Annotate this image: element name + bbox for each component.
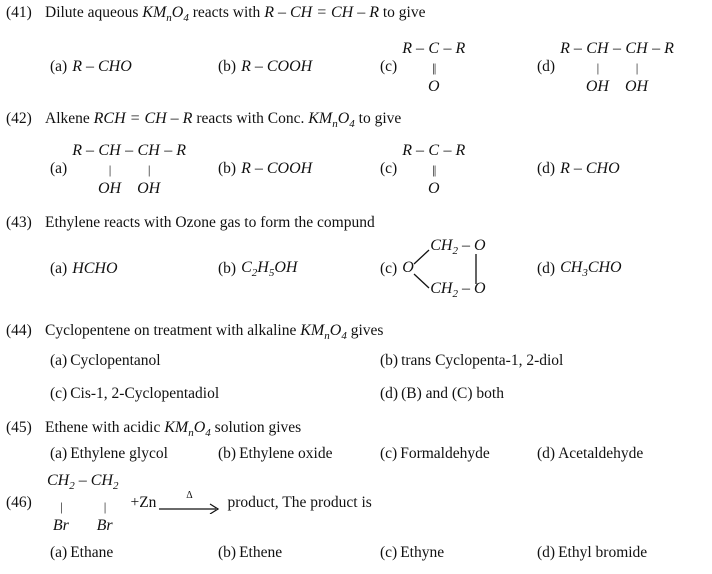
single-bond-icon: | bbox=[60, 498, 62, 514]
alkene-formula: RCH = CH – R bbox=[93, 110, 193, 128]
option-a bbox=[50, 260, 218, 278]
option-label: (a) bbox=[50, 445, 68, 463]
ketone-structure bbox=[402, 39, 465, 96]
single-bond-icon: | bbox=[147, 161, 150, 177]
double-bond-icon: || bbox=[432, 59, 436, 75]
structure-text: CH bbox=[98, 141, 121, 159]
kmno4-o: O bbox=[193, 419, 206, 437]
question-stem bbox=[45, 4, 425, 24]
option-label: (a) bbox=[50, 260, 68, 278]
question-number: (43) bbox=[6, 214, 32, 232]
formula-part: OH bbox=[274, 259, 298, 277]
structure-text: – R bbox=[439, 141, 466, 159]
reaction-result-text: product, The product is bbox=[227, 493, 372, 511]
formula-part: CH bbox=[430, 280, 453, 298]
structure-text: Br bbox=[96, 516, 113, 534]
option-formula: R – CHO bbox=[560, 160, 620, 178]
question-43 bbox=[0, 214, 712, 232]
option-label: (b) bbox=[218, 543, 237, 561]
option-label: (d) bbox=[537, 160, 556, 178]
single-bond-icon: | bbox=[635, 59, 638, 75]
option-c bbox=[380, 39, 537, 96]
structure-text: C bbox=[428, 39, 440, 57]
question-44 bbox=[0, 322, 712, 342]
option-b bbox=[380, 352, 712, 370]
option-b bbox=[218, 58, 380, 76]
option-text: Ethyl bromide bbox=[558, 543, 648, 561]
formula-subscript: 2 bbox=[112, 480, 119, 493]
structure-text: CH bbox=[625, 39, 648, 57]
option-d bbox=[537, 39, 712, 96]
kmno4-sub-n: n bbox=[332, 118, 338, 131]
option-c bbox=[50, 385, 380, 403]
question-number: (44) bbox=[6, 322, 32, 340]
option-label: (c) bbox=[380, 445, 398, 463]
ring-bottom-text bbox=[430, 280, 485, 300]
formula-part: H bbox=[257, 259, 269, 277]
kmno4-formula: KM bbox=[164, 419, 189, 437]
option-formula: R – COOH bbox=[241, 58, 313, 76]
option-formula bbox=[560, 259, 622, 279]
option-text: Acetaldehyde bbox=[558, 445, 644, 463]
option-label: (d) bbox=[537, 58, 556, 76]
structure-column bbox=[428, 141, 440, 198]
option-d bbox=[537, 445, 712, 463]
structure-column bbox=[98, 141, 121, 198]
structure-text: – R bbox=[439, 39, 466, 57]
option-c bbox=[380, 239, 537, 299]
option-formula bbox=[241, 259, 297, 279]
stem-text: Alkene bbox=[45, 110, 94, 128]
question-stem bbox=[45, 419, 301, 439]
option-c bbox=[380, 445, 537, 463]
single-bond-icon: | bbox=[596, 59, 599, 75]
structure-text: – R bbox=[160, 141, 186, 159]
ring-top-text bbox=[430, 237, 485, 257]
option-b bbox=[218, 544, 380, 562]
question-number: (42) bbox=[6, 110, 32, 128]
option-label: (c) bbox=[380, 160, 398, 178]
option-a bbox=[50, 58, 218, 76]
option-label: (b) bbox=[218, 260, 237, 278]
structure-text: R – bbox=[402, 39, 428, 57]
option-label: (a) bbox=[50, 352, 68, 370]
question-45 bbox=[0, 419, 712, 439]
option-label: (c) bbox=[380, 58, 398, 76]
structure-column bbox=[91, 471, 119, 534]
option-c bbox=[380, 141, 537, 198]
option-label: (d) bbox=[537, 543, 556, 561]
option-b bbox=[218, 160, 380, 178]
question-46 bbox=[0, 471, 712, 534]
option-d bbox=[537, 544, 712, 562]
question-stem bbox=[45, 110, 401, 130]
structure-text: CH bbox=[586, 39, 609, 57]
kmno4-o: O bbox=[329, 322, 342, 340]
diol-structure bbox=[560, 39, 674, 96]
structure-text: OH bbox=[624, 77, 649, 95]
structure-column bbox=[47, 471, 75, 534]
stem-text: Ethylene reacts with Ozone gas to form the compund bbox=[45, 214, 375, 232]
delta-symbol: Δ bbox=[186, 490, 193, 502]
formula-subscript: 2 bbox=[251, 267, 258, 280]
single-bond-icon: | bbox=[108, 161, 111, 177]
option-c bbox=[380, 544, 537, 562]
option-a bbox=[50, 352, 380, 370]
formula-subscript: 2 bbox=[452, 245, 458, 258]
structure-text: O bbox=[427, 179, 440, 197]
single-bond-icon: | bbox=[103, 498, 106, 514]
structure-text: – bbox=[121, 141, 138, 159]
structure-text: – R bbox=[648, 39, 674, 57]
reaction-arrow bbox=[159, 491, 219, 514]
alkene-formula: R – CH = CH – R bbox=[264, 4, 379, 21]
question-41 bbox=[0, 0, 712, 24]
option-text: Ethylene glycol bbox=[70, 445, 168, 463]
kmno4-formula: KM bbox=[142, 4, 167, 21]
option-label: (b) bbox=[218, 160, 237, 178]
double-bond-icon: || bbox=[432, 161, 436, 177]
option-label: (b) bbox=[380, 352, 399, 370]
kmno4-o: O bbox=[171, 4, 184, 21]
structure-text: OH bbox=[137, 179, 161, 197]
stem-text: reacts with bbox=[188, 4, 265, 21]
option-label: (b) bbox=[218, 445, 237, 463]
option-text: trans Cyclopenta-1, 2-diol bbox=[401, 352, 564, 370]
stem-text: reacts with Conc. bbox=[192, 110, 309, 128]
structure-text: OH bbox=[585, 77, 609, 95]
kmno4-o: O bbox=[337, 110, 350, 128]
question-number: (41) bbox=[6, 4, 32, 21]
question-41-options bbox=[50, 38, 712, 96]
question-44-options bbox=[50, 352, 712, 403]
option-label: (a) bbox=[50, 58, 68, 76]
kmno4-formula: KM bbox=[308, 110, 333, 128]
structure-text: Br bbox=[52, 516, 69, 534]
option-label: (d) bbox=[537, 260, 556, 278]
structure-column bbox=[586, 39, 609, 96]
structure-text: R – bbox=[560, 39, 586, 57]
stem-text: to give bbox=[378, 4, 426, 21]
formula-part: C bbox=[241, 259, 252, 277]
formula-part: CH bbox=[430, 237, 453, 255]
formula-part: CH bbox=[560, 259, 583, 277]
structure-text: O bbox=[427, 77, 440, 95]
kmno4-sub-n: n bbox=[166, 12, 172, 25]
option-text: (B) and (C) both bbox=[401, 385, 504, 403]
stem-text: gives bbox=[346, 322, 384, 340]
structure-text bbox=[47, 471, 75, 496]
kmno4-sub-4: 4 bbox=[205, 427, 211, 440]
ketone-structure bbox=[402, 141, 465, 198]
structure-text: C bbox=[428, 141, 440, 159]
right-arrow-icon bbox=[159, 501, 219, 514]
kmno4-sub-4: 4 bbox=[341, 330, 347, 343]
option-text: Ethyne bbox=[400, 543, 445, 561]
formula-part: – O bbox=[457, 237, 486, 255]
option-label: (c) bbox=[50, 385, 68, 403]
option-label: (a) bbox=[50, 543, 68, 561]
dibromoethane-structure bbox=[47, 471, 118, 534]
structure-text: CH bbox=[137, 141, 160, 159]
stem-text: Cyclopentene on treatment with alkaline bbox=[45, 322, 301, 340]
option-d bbox=[380, 385, 712, 403]
option-text: Ethylene oxide bbox=[239, 445, 333, 463]
structure-text: – bbox=[608, 39, 625, 57]
kmno4-sub-n: n bbox=[324, 330, 330, 343]
formula-part: – O bbox=[457, 280, 486, 298]
formula-subscript: 2 bbox=[69, 480, 75, 493]
kmno4-sub-4: 4 bbox=[349, 118, 355, 131]
question-number: (45) bbox=[6, 419, 32, 437]
option-formula: HCHO bbox=[72, 260, 118, 278]
option-d bbox=[537, 259, 712, 279]
option-label: (d) bbox=[380, 385, 399, 403]
option-label: (c) bbox=[380, 543, 398, 561]
formula-subscript: 5 bbox=[268, 267, 275, 280]
stem-text: solution gives bbox=[210, 419, 302, 437]
structure-text: R – bbox=[72, 141, 98, 159]
option-label: (b) bbox=[218, 58, 237, 76]
diol-structure bbox=[72, 141, 186, 198]
option-text: Ethene bbox=[239, 543, 283, 561]
question-46-options bbox=[50, 544, 712, 562]
question-45-options bbox=[50, 445, 712, 463]
stem-text: to give bbox=[354, 110, 402, 128]
option-b bbox=[218, 445, 380, 463]
option-d bbox=[537, 160, 712, 178]
ozonide-ring-structure bbox=[402, 239, 508, 299]
formula-part: CH bbox=[90, 472, 113, 490]
formula-part: CHO bbox=[587, 259, 622, 277]
option-a bbox=[50, 141, 218, 198]
stem-text: Ethene with acidic bbox=[45, 419, 165, 437]
structure-text: OH bbox=[97, 179, 122, 197]
option-b bbox=[218, 259, 380, 279]
structure-column bbox=[625, 39, 648, 96]
stem-text: Dilute aqueous bbox=[45, 4, 143, 21]
structure-text: R – bbox=[402, 141, 428, 159]
kmno4-formula: KM bbox=[300, 322, 325, 340]
option-a bbox=[50, 544, 218, 562]
formula-subscript: 3 bbox=[582, 267, 588, 280]
option-text: Cyclopentanol bbox=[70, 352, 161, 370]
option-label: (a) bbox=[50, 160, 68, 178]
kmno4-sub-n: n bbox=[188, 427, 194, 440]
formula-part: CH bbox=[47, 472, 70, 490]
question-42-options bbox=[50, 140, 712, 198]
formula-subscript: 2 bbox=[452, 288, 458, 301]
option-a bbox=[50, 445, 218, 463]
option-text: Formaldehyde bbox=[400, 445, 490, 463]
question-number: (46) bbox=[6, 493, 32, 511]
structure-text bbox=[91, 471, 119, 496]
reaction-equation bbox=[130, 491, 371, 514]
option-label: (c) bbox=[380, 260, 398, 278]
question-43-options bbox=[50, 238, 712, 300]
structure-column bbox=[137, 141, 160, 198]
oxygen-atom: O bbox=[402, 259, 414, 277]
kmno4-sub-4: 4 bbox=[183, 12, 189, 25]
reagent-text: +Zn bbox=[130, 493, 157, 511]
question-stem bbox=[45, 214, 375, 232]
question-stem bbox=[45, 322, 383, 342]
option-formula: R – COOH bbox=[241, 160, 313, 178]
option-text: Cis-1, 2-Cyclopentadiol bbox=[70, 385, 220, 403]
structure-column bbox=[428, 39, 440, 96]
option-label: (d) bbox=[537, 445, 556, 463]
option-text: Ethane bbox=[70, 543, 114, 561]
structure-text: – bbox=[74, 472, 91, 490]
option-formula: R – CHO bbox=[72, 58, 132, 76]
question-42 bbox=[0, 110, 712, 130]
